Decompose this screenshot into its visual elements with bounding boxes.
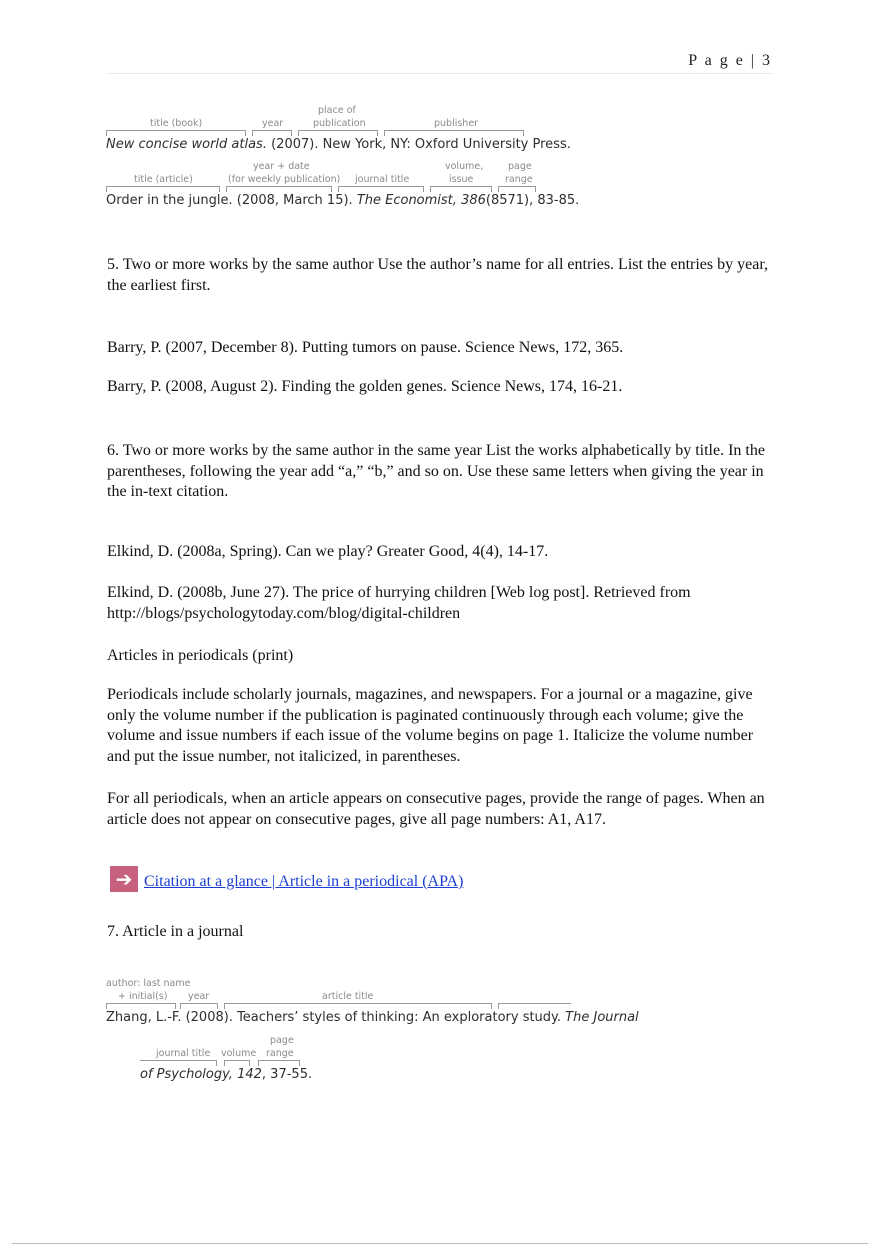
label-title-book: title (book) — [150, 118, 203, 129]
label-initials: + initial(s) — [118, 991, 168, 1002]
journal-pages: , 37-55. — [261, 1067, 313, 1082]
bracket-year — [252, 130, 292, 136]
section-5-heading: 5. Two or more works by the same author Use the author’s name for all entries. List the entries by year, the earliest first. — [107, 256, 769, 294]
bracket-journal-part2 — [140, 1060, 217, 1066]
reference-elkind-2008a: Elkind, D. (2008a, Spring). Can we play? Greater Good, 4(4), 14-17. — [107, 543, 549, 560]
journal-volume: 142 — [237, 1067, 262, 1082]
bracket-place — [298, 130, 378, 136]
book-citation-rest: (2007). New York, NY: Oxford University Press. — [271, 137, 571, 152]
bracket-publisher — [384, 130, 524, 136]
label-issue: issue — [449, 174, 474, 185]
bracket-page-range — [498, 186, 536, 192]
bracket-year-date — [226, 186, 332, 192]
label-volume: volume — [221, 1048, 257, 1059]
bracket-title-book — [106, 130, 246, 136]
header-divider — [106, 73, 774, 74]
label-range: range — [505, 174, 533, 185]
periodicals-paragraph: Periodicals include scholarly journals, magazines, and newspapers. For a journal or a magazine, give only the volume number if the publication is paginated continuously through each volume; give the volume and issue numbers if each issue of the volume begins on page 1. Italicize the volume number and put the issue number, not italicized, in parentheses. — [107, 686, 754, 765]
articles-periodicals-heading: Articles in periodicals (print) — [107, 647, 294, 664]
article-volume: 386 — [461, 193, 486, 208]
label-year: year — [262, 118, 284, 129]
reference-elkind-2008b: Elkind, D. (2008b, June 27). The price of hurrying children [Web log post]. Retrieved from http://blogs/psychologytoday.com/blog/digital-children — [107, 584, 691, 622]
book-title: New concise world atlas. — [106, 137, 267, 152]
page-number-header: P a g e | 3 — [688, 52, 772, 69]
article-journal: The Economist, — [356, 193, 457, 208]
label-year: year — [188, 991, 210, 1002]
bracket-volume-issue — [430, 186, 492, 192]
bracket-volume — [224, 1060, 250, 1066]
label-page: page — [270, 1035, 294, 1046]
label-journal-title: journal title — [156, 1048, 211, 1059]
journal-title-part2: of Psychology, — [140, 1067, 233, 1082]
book-citation-line — [106, 137, 571, 152]
reference-barry-2007: Barry, P. (2007, December 8). Putting tumors on pause. Science News, 172, 365. — [107, 339, 624, 356]
label-article-title: article title — [322, 991, 374, 1002]
label-place-of: place of — [318, 105, 356, 116]
label-journal-title: journal title — [355, 174, 410, 185]
label-title-article: title (article) — [134, 174, 193, 185]
reference-barry-2008: Barry, P. (2008, August 2). Finding the golden genes. Science News, 174, 16-21. — [107, 378, 623, 395]
journal-title-part1: The Journal — [565, 1010, 639, 1025]
citation-at-a-glance-link[interactable]: Citation at a glance | Article in a periodical (APA) — [144, 873, 464, 890]
article-citation-start: Order in the jungle. (2008, March 15). — [106, 193, 353, 208]
consecutive-pages-paragraph: For all periodicals, when an article appears on consecutive pages, provide the range of pages. When an article does not appear on consecutive pages, give all page numbers: A1, A17. — [107, 790, 765, 828]
journal-citation-line-1 — [106, 1010, 639, 1025]
arrow-right-icon[interactable]: ➔ — [110, 866, 138, 892]
label-volume: volume, — [445, 161, 484, 172]
bracket-page-range — [258, 1060, 300, 1066]
bracket-author — [106, 1003, 176, 1009]
journal-citation-start: Zhang, L.-F. (2008). Teachers’ styles of thinking: An exploratory study. — [106, 1010, 562, 1025]
label-range: range — [266, 1048, 294, 1059]
label-author-last-name: author: last name — [106, 978, 191, 989]
bracket-title-article — [106, 186, 220, 192]
bracket-article-title — [224, 1003, 492, 1009]
label-publisher: publisher — [434, 118, 479, 129]
label-page: page — [508, 161, 532, 172]
section-6-heading: 6. Two or more works by the same author in the same year List the works alphabetically by title. In the parentheses, following the year add “a,” “b,” and so on. Use these same letters when giving the year in the in-text citation. — [107, 442, 765, 500]
label-weekly-publication: (for weekly publication) — [228, 174, 341, 185]
article-citation-rest: (8571), 83-85. — [485, 193, 580, 208]
label-year-date: year + date — [253, 161, 310, 172]
bracket-journal-part1 — [498, 1003, 571, 1009]
journal-citation-line-2 — [140, 1067, 312, 1082]
label-publication: publication — [313, 118, 366, 129]
article-citation-line — [106, 193, 579, 208]
bracket-year — [180, 1003, 218, 1009]
section-7-heading: 7. Article in a journal — [107, 923, 244, 940]
bracket-journal-title — [338, 186, 424, 192]
footer-divider — [12, 1243, 868, 1244]
